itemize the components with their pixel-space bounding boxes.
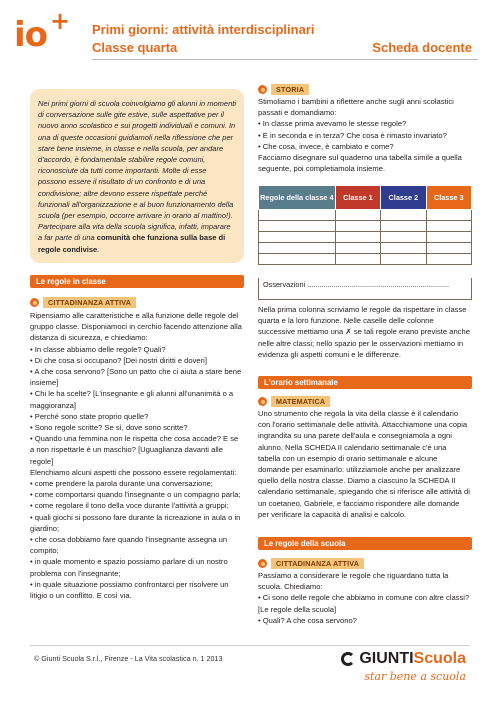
observations-row: Osservazioni ...................................................................... [258,278,472,300]
header-regole: Regole della classe 4 [259,186,336,210]
giunti-scuola-logo: GIUNTI Scuola [341,650,466,668]
header-classe-1: Classe 1 [335,186,380,210]
after-table-text: Nella prima colonna scriviamo le regole da rispettare in classe quarta e la loro funzione. Nelle caselle delle colonne successive mettiamo una ✗ se tali regole erano previste anche nelle altre classi; nello spazio per le osservazioni mettiamo in evidenza gli aspetti comuni e le differenze. [258,305,470,359]
intro-bold: comunità che funziona sulla base di regole condivise [38,233,226,254]
tag-bullet-icon [258,85,267,94]
table-row [259,232,472,243]
table-row [259,221,472,232]
scheda-docente-badge: Scheda docente [372,40,472,55]
tag-bullet-icon [258,559,267,568]
tag-matematica: MATEMATICA [258,396,330,407]
table-row [259,210,472,221]
tag-storia: STORIA [258,84,309,95]
section-orario: L'orario settimanale [258,376,472,389]
copyright: © Giunti Scuola S.r.l., Firenze - La Vita scolastica n. 1 2013 [34,654,223,663]
section-regole-classe: Le regole in classe [30,275,244,288]
tag-bullet-icon [258,397,267,406]
table-row [259,243,472,254]
intro-box: Nei primi giorni di scuola coinvolgiamo gli alunni in momenti di conversazione sulle gite estive, sulle aspettative per il nuovo anno scolastico e sui progetti individuali e comuni. In una di queste occasioni guidiamoli nella riflessione che per stare bene insieme, in classe e nella scuola, per andare d'accordo, è fondamentale stabilire regole comuni, riconosciute da tutti come importanti. Molte di esse possono essere il risultato di un confronto e di una condivisione; altre devono essere rispettate perché funzionali all'organizzazione e al buon funzionamento della scuola (per esempio, occorre arrivare in orario al mattino!). Partecipare alla vita della scuola significa, infatti, imparare a far parte di una comunità che funziona sulla base di regole condivise. [30,89,244,263]
classes-table [258,185,472,265]
storia-body: Stimoliamo i bambini a riflettere anche sugli anni scolastici passati e domandiamo: • In classe prima avevamo le stesse regole? • E in seconda e in terza? Che cosa è rimasto invariato? • Che cosa, invece, è cambiato e come? Facciamo disegnare sul quaderno una tabella simile a quella seguente, poi completiamola insieme. [258,97,462,174]
matematica-body: Uno strumento che regola la vita della classe è il calendario con l'orario settimanale delle attività. Attacchiamone una copia ingrandita su una parete dell'aula e consegniamola a ogni alunno. Nella SCHEDA II calendario settimanale c'è una tabella con un esempio di orario settimanale e alcune domande per esaminarlo: utilizziamole anche per analizzare quello della nostra classe. Diamo a ciascuno la SCHEDA II calendario settimanale, spiegando che si riferisce alle attività di un coetaneo, Gabriele, e facciamo rispondere alle domande per verificare la capacità di analisi e calcolo. [258,409,470,519]
io-logo: io + [14,7,70,55]
left-body: Ripensiamo alle caratteristiche e alla funzione delle regole del gruppo classe. Disponiamoci in cerchio facendo attenzione alla distanza di sicurezza, e chiediamo: • In classe abbiamo delle regole? Quali? • Di che cosa si occupano? [Dei nostri diritti e doveri] • A che cosa servono? [Sono un patto che ci aiuta a stare bene insieme] • Chi le ha scelte? [L'insegnante e gli alunni all'unanimità o a maggioranza] • Perché sono state proprio quelle? • Sono regole scritte? Se sì, dove sono scritte? • Quando una femmina non le rispetta che cosa accade? E se a non rispettarle è un maschio? [Uguaglianza davanti alle regole] Elenchiamo alcuni aspetti che possono essere regolamentati: • come prendere la parola durante una conversazione; • come comportarsi quando l'insegnante o un compagno parla; • come regolare il tono della voce durante l'attività a gruppi; • quali giochi si possono fare durante la ricreazione in aula o in giardino; • che cosa dobbiamo fare quando l'insegnante assegna un compito; • in quale momento e spazio possiamo parlare di un nostro problema con l'insegnante; • in quale situazione possiamo confrontarci per risolvere un litigio o un conflitto. E così via. [30,311,242,601]
footer-divider [30,645,470,646]
header-classe-3: Classe 3 [426,186,471,210]
section-regole-scuola: Le regole della scuola [258,537,472,550]
table-row [259,254,472,265]
page-subtitle: Classe quarta [92,40,178,55]
tag-cittadinanza-attiva-2: CITTADINANZA ATTIVA [258,558,364,569]
header-classe-2: Classe 2 [381,186,426,210]
tag-cittadinanza-attiva: CITTADINANZA ATTIVA [30,297,136,308]
intro-text: Nei primi giorni di scuola coinvolgiamo gli alunni in momenti di conversazione sulle gite estive, sulle aspettative per il nuovo anno scolastico e sui progetti individuali e comuni. In una di queste occasioni guidiamoli nella riflessione che per stare bene insieme, in classe e nella scuola, per andare d'accordo, è fondamentale stabilire regole comuni, riconosciute da tutti come importanti. Molte di esse possono essere il risultato di un confronto e di una condivisione; altre devono essere rispettate perché funzionali all'organizzazione e al buon funzionamento della scuola (per esempio, occorre arrivare in orario al mattino!). Partecipare alla vita della scuola significa, infatti, imparare a far parte di una [38,99,237,243]
tag-bullet-icon [30,298,39,307]
brand-tagline: star bene a scuola [364,670,466,683]
header-divider [92,59,478,60]
page-title: Primi giorni: attività interdisciplinari [92,22,315,37]
scuola-body: Passiamo a considerare le regole che riguardano tutta la scuola. Chiediamo: • Ci sono delle regole che abbiamo in comune con altre classi? [Le regole della scuola] • Quali? A che cosa servono? [258,571,470,625]
giunti-logo-icon [341,652,355,666]
